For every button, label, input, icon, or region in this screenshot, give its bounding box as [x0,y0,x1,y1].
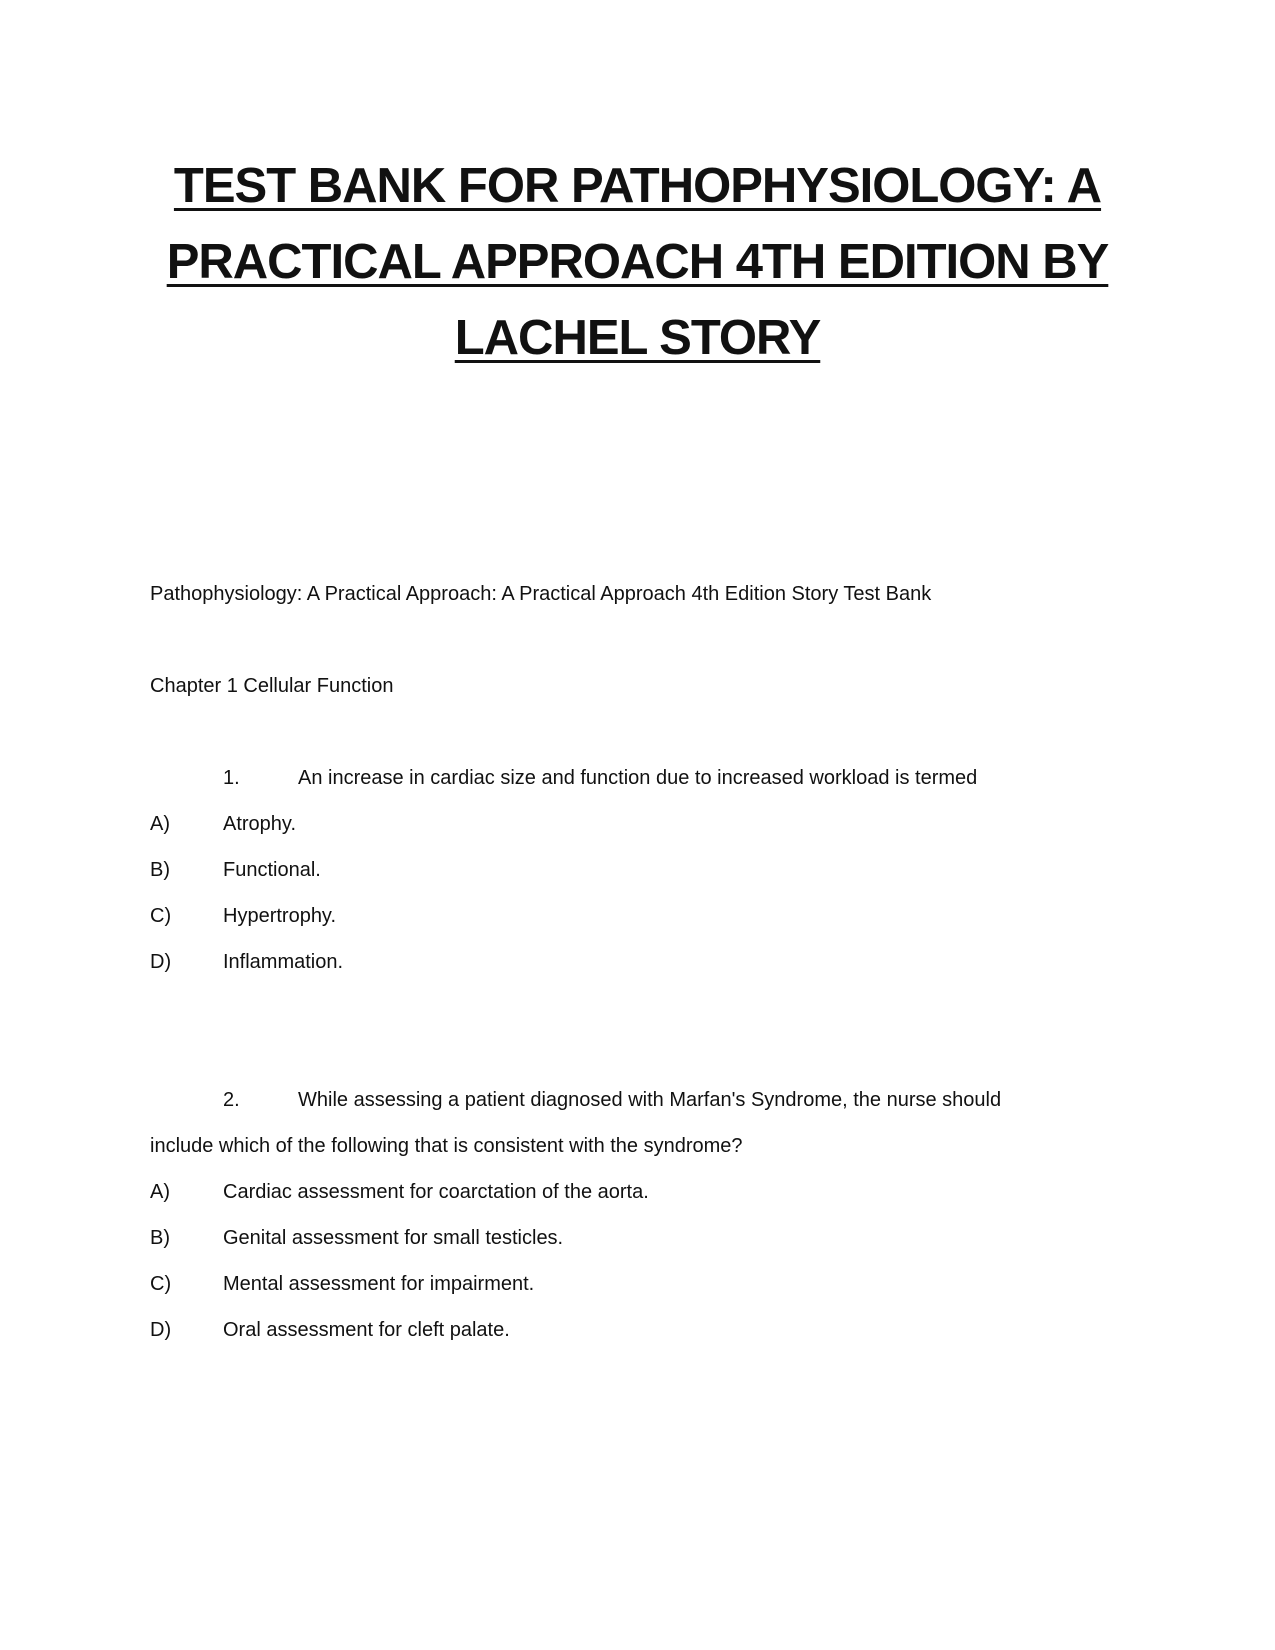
option-text: Mental assessment for impairment. [223,1273,535,1295]
option-text: Atrophy. [223,813,296,835]
option-letter: B) [150,1227,170,1249]
title-line-2: PRACTICAL APPROACH 4TH EDITION BY [166,235,1109,289]
title-line-1: TEST BANK FOR PATHOPHYSIOLOGY: A [173,159,1102,213]
question-text-continued: include which of the following that is consistent with the syndrome? [150,1135,743,1157]
question-number: 1. [223,767,240,789]
title-line-3: LACHEL STORY [454,311,821,365]
option-text: Oral assessment for cleft palate. [223,1319,510,1341]
option-letter: D) [150,951,172,973]
option-letter: C) [150,905,172,927]
option-text: Functional. [223,859,321,881]
chapter-heading: Chapter 1 Cellular Function [150,675,394,697]
option-text: Genital assessment for small testicles. [223,1227,564,1249]
option-text: Inflammation. [223,951,344,973]
option-letter: A) [150,813,170,835]
option-text: Hypertrophy. [223,905,337,927]
document-title [120,148,1155,376]
option-letter: C) [150,1273,172,1295]
option-text: Cardiac assessment for coarctation of the aorta. [223,1181,649,1203]
option-letter: B) [150,859,170,881]
question-number: 2. [223,1089,240,1111]
document-subtitle: Pathophysiology: A Practical Approach: A Practical Approach 4th Edition Story Test Bank [150,583,932,605]
question-text: An increase in cardiac size and function due to increased workload is termed [298,767,978,789]
option-letter: A) [150,1181,170,1203]
question-text: While assessing a patient diagnosed with Marfan's Syndrome, the nurse should [298,1089,1002,1111]
option-letter: D) [150,1319,172,1341]
